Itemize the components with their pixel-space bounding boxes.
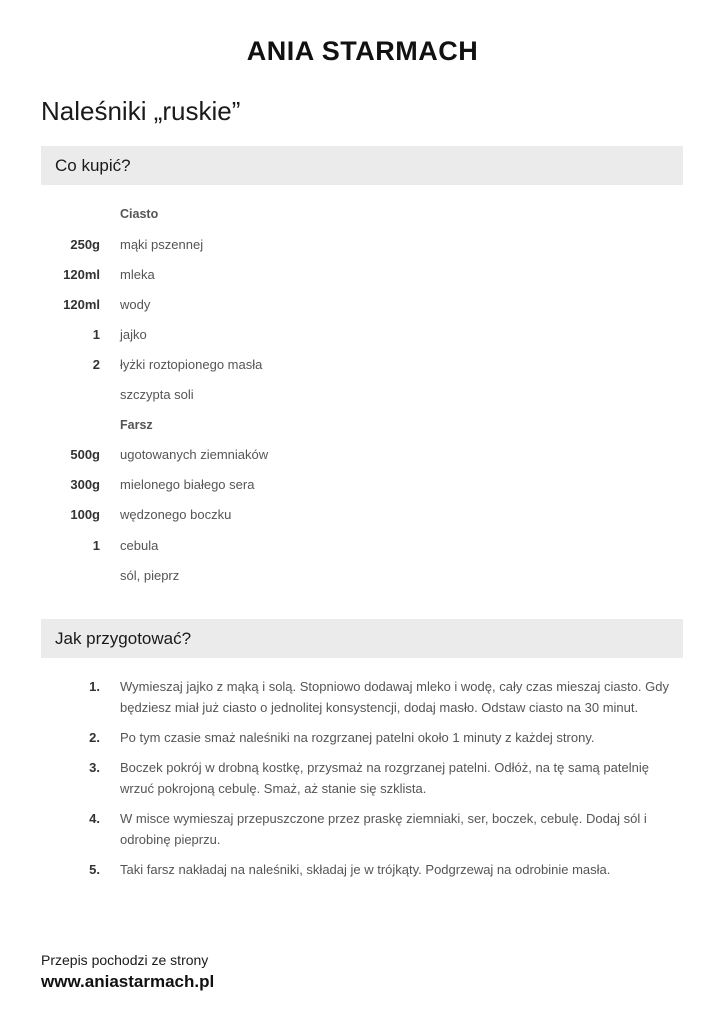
step-text: Boczek pokrój w drobną kostkę, przysmaż na rozgrzanej patelni. Odłóż, na tę samą patelnię wrzuć pokrojoną cebulę. Smaż, aż stanie się szklista. (120, 760, 649, 796)
ingredient-name: szczypta soli (120, 387, 194, 403)
ingredient-row (41, 440, 683, 470)
footer-website-link[interactable]: www.aniastarmach.pl (41, 972, 215, 991)
ingredient-name: mąki pszennej (120, 236, 204, 252)
ingredient-row (41, 500, 683, 530)
ingredient-row (41, 229, 683, 259)
preparation-step (41, 859, 683, 880)
preparation-step (41, 676, 683, 718)
ingredient-row (41, 289, 683, 319)
step-number: 2. (89, 730, 100, 745)
ingredient-name: mielonego białego sera (120, 477, 255, 493)
ingredient-name: łyżki roztopionego masła (120, 357, 263, 373)
ingredient-group-heading (41, 199, 683, 229)
ingredient-quantity: 250g (70, 236, 100, 252)
ingredient-quantity: 500g (70, 447, 100, 463)
step-text: Po tym czasie smaż naleśniki na rozgrzanej patelni około 1 minuty z każdej strony. (120, 730, 595, 745)
ingredient-list (41, 199, 683, 590)
ingredient-quantity: 120ml (63, 266, 100, 282)
ingredient-name: ugotowanych ziemniaków (120, 447, 269, 463)
ingredient-name: sól, pieprz (120, 567, 180, 583)
preparation-step (41, 808, 683, 850)
ingredient-name: wędzonego boczku (120, 507, 232, 523)
ingredient-quantity: 120ml (63, 296, 100, 312)
ingredient-quantity: 100g (70, 507, 100, 523)
step-text: W misce wymieszaj przepuszczone przez praskę ziemniaki, ser, boczek, cebulę. Dodaj sól i odrobinę pieprzu. (120, 811, 647, 847)
preparation-steps (41, 676, 683, 889)
preparation-step (41, 727, 683, 748)
brand-title: ANIA STARMACH (246, 36, 479, 66)
step-number: 4. (89, 811, 100, 826)
ingredient-group-label: Farsz (120, 417, 153, 432)
preparation-step (41, 757, 683, 799)
step-number: 5. (89, 862, 100, 877)
ingredient-name: wody (120, 296, 151, 312)
step-text: Taki farsz nakładaj na naleśniki, składaj je w trójkąty. Podgrzewaj na odrobinie masła. (120, 862, 611, 877)
recipe-title: Naleśniki „ruskie” (41, 96, 241, 126)
ingredient-group-heading (41, 410, 683, 440)
ingredient-quantity: 1 (92, 326, 100, 342)
step-text: Wymieszaj jajko z mąką i solą. Stopniowo dodawaj mleko i wodę, cały czas mieszaj ciasto. Gdy będziesz miał już ciasto o jednolitej konsystencji, dodaj masło. Odstaw ciasto na 30 minut. (120, 679, 669, 715)
preparation-section-heading: Jak przygotować? (41, 619, 683, 658)
ingredient-row (41, 380, 683, 410)
ingredient-row (41, 319, 683, 349)
ingredient-row (41, 530, 683, 560)
ingredient-name: jajko (120, 326, 147, 342)
ingredient-name: mleka (120, 266, 155, 282)
step-number: 1. (89, 679, 100, 694)
ingredient-row (41, 259, 683, 289)
ingredient-name: cebula (120, 537, 159, 553)
footer (41, 950, 214, 994)
ingredient-quantity: 1 (92, 537, 100, 553)
ingredient-row (41, 560, 683, 590)
ingredient-quantity: 2 (92, 357, 100, 373)
ingredient-group-label: Ciasto (120, 207, 159, 222)
footer-source-label: Przepis pochodzi ze strony (41, 952, 209, 968)
step-number: 3. (89, 760, 100, 775)
ingredient-row (41, 470, 683, 500)
shopping-section-heading: Co kupić? (41, 146, 683, 185)
ingredient-quantity: 300g (70, 477, 100, 493)
ingredient-row (41, 349, 683, 379)
